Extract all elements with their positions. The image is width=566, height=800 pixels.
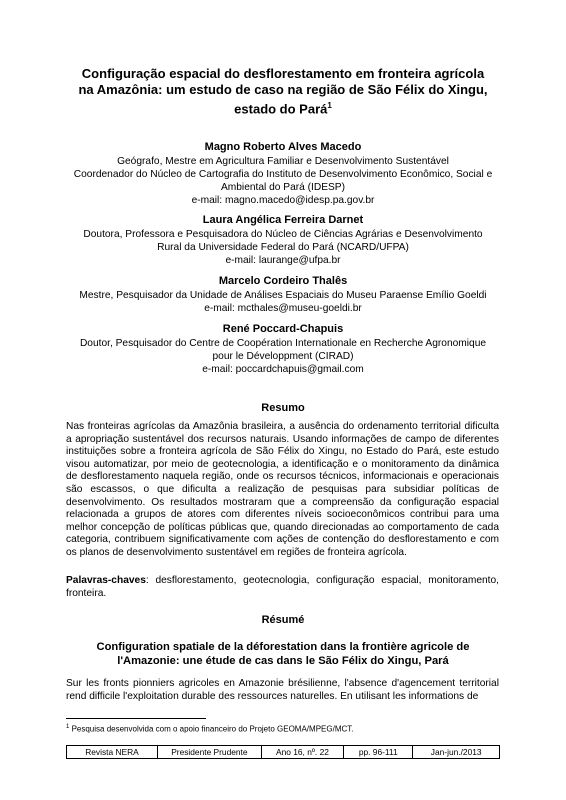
resumo-heading: Resumo — [261, 402, 305, 414]
resumo-abstract: Nas fronteiras agrícolas da Amazônia brasileira, a ausência do ordenamento territorial dificulta a apropriação sustentável dos recursos naturais. Usando informações de campo de diferentes instituições sobre a fronteira agrícola de São Félix do Xingu, no Estado do Pará, este estudo visou automatizar, por meio de geotecnologia, a identificação e o monitoramento da dinâmica de desflorestamento naquela região, onde os recursos técnicos, informacionais e operacionais são escassos, o que dificulta a realização de pesquisas para subsidiar políticas de desenvolvimento. Os resultados mostraram que a compreensão da configuração espacial relacionada a grupos de atores com diferentes níveis socioeconômicos contribui para uma melhor concepção de políticas públicas que, quando direcionadas ao comportamento de cada categoria, contribuem significativamente com ações de contenção do desflorestamento e com os planos de desenvolvimento sustentável em regiões de fronteira agrícola. — [66, 421, 499, 558]
author-email: e-mail: mcthales@museu-goeldi.br — [204, 303, 362, 314]
author-name: René Poccard-Chapuis — [222, 323, 344, 335]
keywords-label: Palavras-chaves — [66, 575, 146, 586]
footer-volume: Ano 16, nº. 22 — [261, 746, 343, 759]
title-line-1: Configuração espacial do desflorestamento em fronteira agrícola — [81, 66, 485, 81]
author-email: e-mail: magno.macedo@idesp.pa.gov.br — [191, 195, 375, 206]
footer-journal: Revista NERA — [67, 746, 158, 759]
resume-heading: Résumé — [261, 614, 305, 626]
resume-abstract: Sur les fronts pionniers agricoles en Amazonie brésilienne, l'absence d'agencement territorial rend difficile l'exploitation durable des ressources naturelles. En utilisant les informations de — [66, 678, 499, 702]
author-name: Laura Angélica Ferreira Darnet — [202, 214, 364, 226]
resume-title-line-1: Configuration spatiale de la déforestation dans la frontière agricole de — [96, 641, 470, 653]
author-affiliation: Coordenador do Núcleo de Cartografia do Instituto de Desenvolvimento Econômico, Social e — [73, 169, 493, 180]
author-affiliation: Ambiental do Pará (IDESP) — [220, 182, 345, 193]
author-affiliation: Doutor, Pesquisador do Centre de Coopération Internationale en Recherche Agronomique — [79, 338, 487, 349]
footnote-divider — [66, 718, 206, 719]
keywords-list: : desflorestamento, geotecnologia, configuração espacial, monitoramento, fronteira. — [66, 575, 499, 599]
resume-title-line-2: l'Amazonie: une étude de cas dans le São Félix do Xingu, Pará — [117, 655, 449, 667]
paper-title — [60, 66, 506, 117]
footer-date: Jan-jun./2013 — [413, 746, 500, 759]
footnote-text: Pesquisa desenvolvida com o apoio financeiro do Projeto GEOMA/MPEG/MCT. — [69, 724, 354, 734]
title-footnote-marker: 1 — [327, 101, 332, 110]
journal-footer — [66, 745, 500, 759]
footer-pages: pp. 96-111 — [344, 746, 413, 759]
footnote — [66, 722, 353, 735]
author-affiliation: Geógrafo, Mestre em Agricultura Familiar e Desenvolvimento Sustentável — [117, 156, 449, 167]
author-email: e-mail: laurange@ufpa.br — [225, 255, 341, 266]
author-block-1 — [40, 140, 526, 207]
author-block-4 — [40, 322, 526, 376]
footer-city: Presidente Prudente — [157, 746, 261, 759]
resumo-keywords — [66, 575, 499, 600]
author-email: e-mail: poccardchapuis@gmail.com — [202, 364, 364, 375]
author-name: Marcelo Cordeiro Thalês — [218, 275, 348, 287]
author-block-3 — [40, 274, 526, 315]
resume-title — [60, 640, 506, 668]
title-line-2: na Amazônia: um estudo de caso na região de São Félix do Xingu, — [78, 82, 488, 97]
author-name: Magno Roberto Alves Macedo — [204, 141, 362, 153]
title-line-3: estado do Pará$^1$ — [234, 101, 332, 117]
author-affiliation: Mestre, Pesquisador da Unidade de Análises Espaciais do Museu Paraense Emílio Goeldi — [79, 290, 487, 301]
footnote-marker: 1 — [66, 724, 70, 730]
author-block-2 — [40, 213, 526, 267]
author-affiliation: pour le Développment (CIRAD) — [212, 351, 354, 362]
author-affiliation: Doutora, Professora e Pesquisadora do Núcleo de Ciências Agrárias e Desenvolvimento — [83, 229, 483, 240]
author-affiliation: Rural da Universidade Federal do Pará (NCARD/UFPA) — [157, 242, 409, 253]
